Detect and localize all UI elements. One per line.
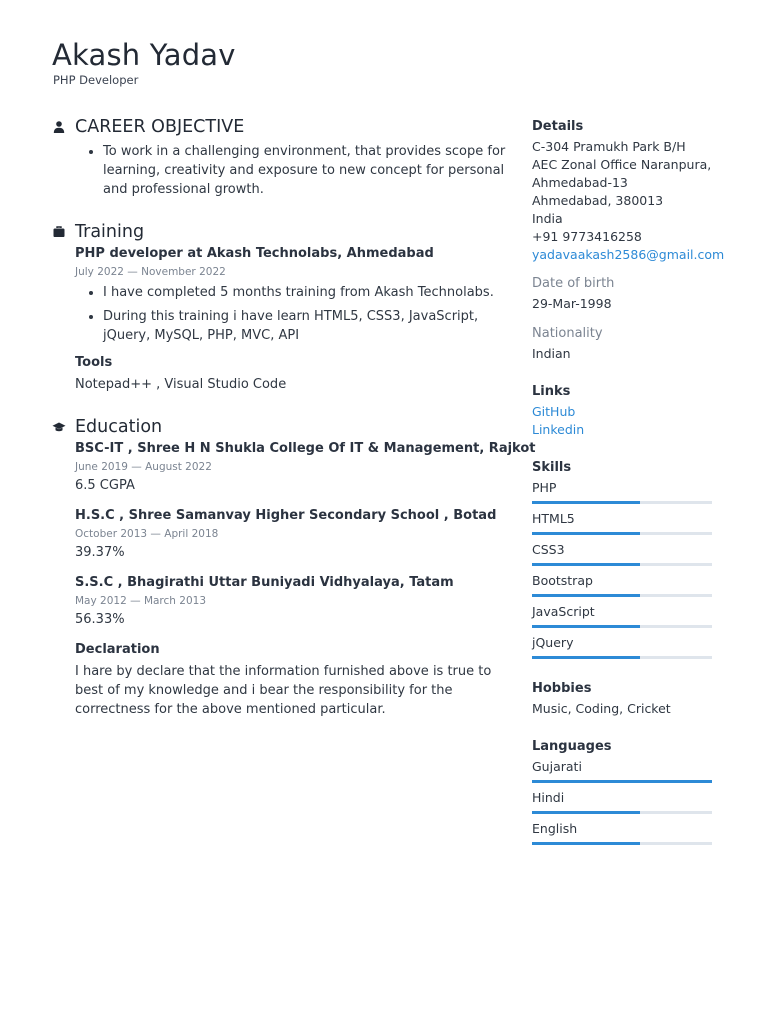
language-level-bar xyxy=(532,780,712,783)
candidate-name: Akash Yadav xyxy=(52,38,236,72)
skill-item xyxy=(532,479,714,510)
skill-name: PHP xyxy=(532,480,557,495)
details-heading: Details xyxy=(532,119,584,134)
education-section xyxy=(52,416,536,719)
skill-level-bar xyxy=(532,501,712,504)
tools-value: Notepad++ , Visual Studio Code xyxy=(75,377,287,392)
list-item: To work in a challenging environment, that provides scope for learning, creativity and exposure to new concept for personal and professional growth. xyxy=(89,142,507,199)
section-title: Education xyxy=(75,417,163,437)
address-line: India xyxy=(532,211,563,226)
skill-level-fill xyxy=(532,563,640,566)
skill-level-bar xyxy=(532,563,712,566)
entry-date: July 2022 — November 2022 xyxy=(75,266,226,278)
skills-list xyxy=(532,479,714,665)
nationality-value: Indian xyxy=(532,346,571,361)
languages-heading: Languages xyxy=(532,739,612,754)
entry-date: June 2019 — August 2022 xyxy=(75,461,212,473)
graduation-cap-icon xyxy=(52,416,74,438)
education-item xyxy=(75,574,507,629)
language-item xyxy=(532,820,714,851)
address xyxy=(532,138,714,228)
language-item xyxy=(532,758,714,789)
github-link[interactable]: GitHub xyxy=(532,404,576,419)
skill-name: CSS3 xyxy=(532,542,565,557)
skill-level-bar xyxy=(532,625,712,628)
skill-level-fill xyxy=(532,656,640,659)
language-level-bar xyxy=(532,811,712,814)
section-title: Training xyxy=(75,222,145,242)
language-level-bar xyxy=(532,842,712,845)
address-line: Ahmedabad-13 xyxy=(532,175,628,190)
skills-heading: Skills xyxy=(532,460,572,475)
tools-label: Tools xyxy=(75,355,113,370)
nationality-label: Nationality xyxy=(532,326,603,341)
section-title: CAREER OBJECTIVE xyxy=(75,117,245,137)
skill-name: HTML5 xyxy=(532,511,575,526)
list-item: During this training i have learn HTML5, CSS3, JavaScript, jQuery, MySQL, PHP, MVC, API xyxy=(89,307,507,345)
skill-name: jQuery xyxy=(532,635,574,650)
language-name: Hindi xyxy=(532,790,565,805)
dob-label: Date of birth xyxy=(532,276,615,291)
address-line: Ahmedabad, 380013 xyxy=(532,193,664,208)
entry-result: 39.37% xyxy=(75,545,125,560)
language-name: Gujarati xyxy=(532,759,582,774)
skill-level-bar xyxy=(532,594,712,597)
entry-result: 56.33% xyxy=(75,612,125,627)
entry-title: H.S.C , Shree Samanvay Higher Secondary School , Botad xyxy=(75,508,497,523)
skill-level-fill xyxy=(532,594,640,597)
job-title: PHP Developer xyxy=(53,73,139,87)
language-level-fill xyxy=(532,842,640,845)
language-item xyxy=(532,789,714,820)
address-line: C-304 Pramukh Park B/H xyxy=(532,139,686,154)
entry-title: S.S.C , Bhagirathi Uttar Buniyadi Vidhyalaya, Tatam xyxy=(75,575,454,590)
training-section xyxy=(52,221,507,394)
links-heading: Links xyxy=(532,384,571,399)
education-item xyxy=(75,440,536,495)
skill-name: Bootstrap xyxy=(532,573,593,588)
languages-list xyxy=(532,758,714,851)
skill-level-fill xyxy=(532,501,640,504)
linkedin-link[interactable]: Linkedin xyxy=(532,422,585,437)
skill-item xyxy=(532,634,714,665)
hobbies-heading: Hobbies xyxy=(532,681,592,696)
skill-level-bar xyxy=(532,656,712,659)
phone-number: +91 9773416258 xyxy=(532,229,642,244)
address-line: AEC Zonal Office Naranpura, xyxy=(532,157,712,172)
language-level-fill xyxy=(532,811,640,814)
person-icon xyxy=(52,116,74,138)
skill-level-bar xyxy=(532,532,712,535)
list-item: I have completed 5 months training from Akash Technolabs. xyxy=(89,283,507,302)
skill-item xyxy=(532,541,714,572)
hobbies-value: Music, Coding, Cricket xyxy=(532,701,671,716)
declaration-label: Declaration xyxy=(75,642,160,657)
entry-title: PHP developer at Akash Technolabs, Ahmedabad xyxy=(75,246,434,261)
skill-item xyxy=(532,572,714,603)
skill-item xyxy=(532,510,714,541)
entry-title: BSC-IT , Shree H N Shukla College Of IT & Management, Rajkot xyxy=(75,441,536,456)
career-objective-section xyxy=(52,116,507,199)
sidebar xyxy=(532,118,725,851)
section-header xyxy=(52,221,507,243)
skill-name: JavaScript xyxy=(532,604,595,619)
entry-date: October 2013 — April 2018 xyxy=(75,528,219,540)
language-level-fill xyxy=(532,780,712,783)
education-item xyxy=(75,507,507,562)
dob-value: 29-Mar-1998 xyxy=(532,296,612,311)
skill-item xyxy=(532,603,714,634)
language-name: English xyxy=(532,821,578,836)
skill-level-fill xyxy=(532,532,640,535)
entry-date: May 2012 — March 2013 xyxy=(75,595,207,607)
declaration-text: I hare by declare that the information furnished above is true to best of my knowledge and i bear the responsibility for the correctness for the above mentioned particular. xyxy=(75,664,492,717)
briefcase-icon xyxy=(52,221,74,243)
entry-result: 6.5 CGPA xyxy=(75,478,135,493)
skill-level-fill xyxy=(532,625,640,628)
section-header xyxy=(52,116,507,138)
main-column xyxy=(52,116,536,719)
section-header xyxy=(52,416,507,438)
email-link[interactable]: yadavaakash2586@gmail.com xyxy=(532,247,725,262)
